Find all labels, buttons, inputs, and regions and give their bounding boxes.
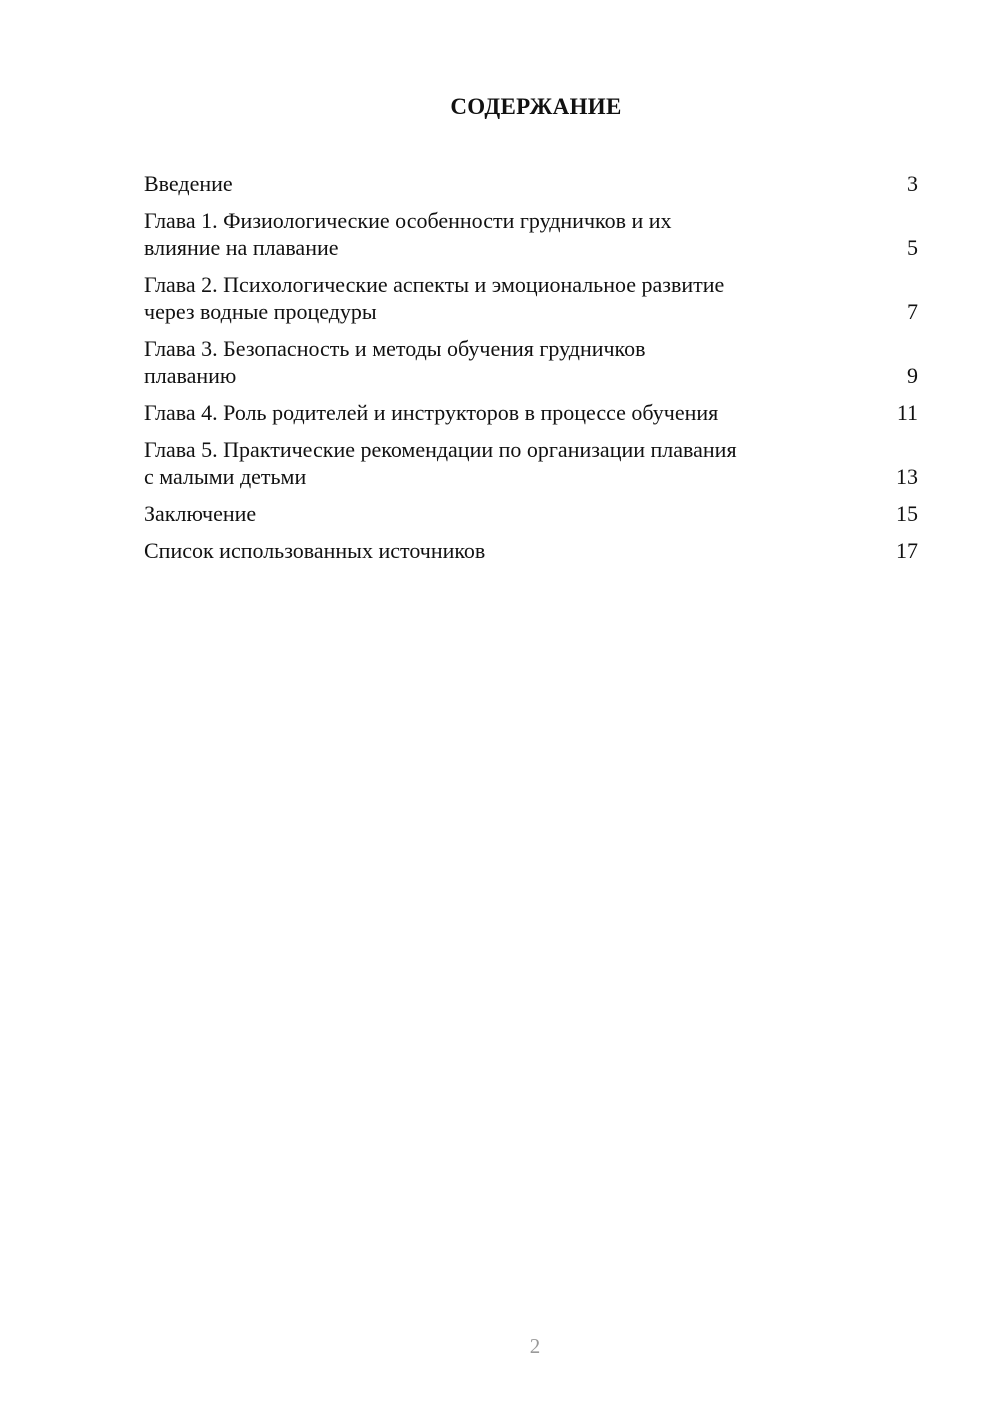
toc-entry-chapter-1 <box>144 207 918 261</box>
toc-entry-page: 9 <box>907 363 918 388</box>
table-of-contents <box>144 170 918 574</box>
toc-entry-page: 7 <box>907 299 918 324</box>
toc-entry-page: 3 <box>907 171 918 196</box>
toc-entry-title: Заключение <box>144 501 257 526</box>
toc-entry-chapter-4 <box>144 399 918 426</box>
toc-entry-title: Глава 4. Роль родителей и инструкторов в процессе обучения <box>144 400 719 425</box>
toc-entry-title: Введение <box>144 171 233 196</box>
toc-entry-page: 15 <box>896 501 918 526</box>
toc-entry-references <box>144 537 918 564</box>
page-number: 2 <box>529 1334 541 1358</box>
toc-entry-title: Глава 1. Физиологические особенности грудничков и их влияние на плавание <box>144 208 672 260</box>
toc-entry-title: Глава 5. Практические рекомендации по организации плавания с малыми детьми <box>144 437 737 489</box>
toc-entry-conclusion <box>144 500 918 527</box>
toc-entry-page: 5 <box>907 235 918 260</box>
toc-entry-title: Глава 2. Психологические аспекты и эмоциональное развитие через водные процедуры <box>144 272 725 324</box>
toc-entry-page: 13 <box>896 464 918 489</box>
toc-entry-title: Глава 3. Безопасность и методы обучения грудничков плаванию <box>144 336 646 388</box>
toc-entry-chapter-5 <box>144 436 918 490</box>
toc-entry-chapter-3 <box>144 335 918 389</box>
toc-entry-page: 11 <box>896 400 918 425</box>
toc-entry-introduction <box>144 170 918 197</box>
toc-entry-title: Список использованных источников <box>144 538 486 563</box>
toc-entry-chapter-2 <box>144 271 918 325</box>
toc-heading: СОДЕРЖАНИЕ <box>450 94 622 119</box>
toc-entry-page: 17 <box>896 538 918 563</box>
